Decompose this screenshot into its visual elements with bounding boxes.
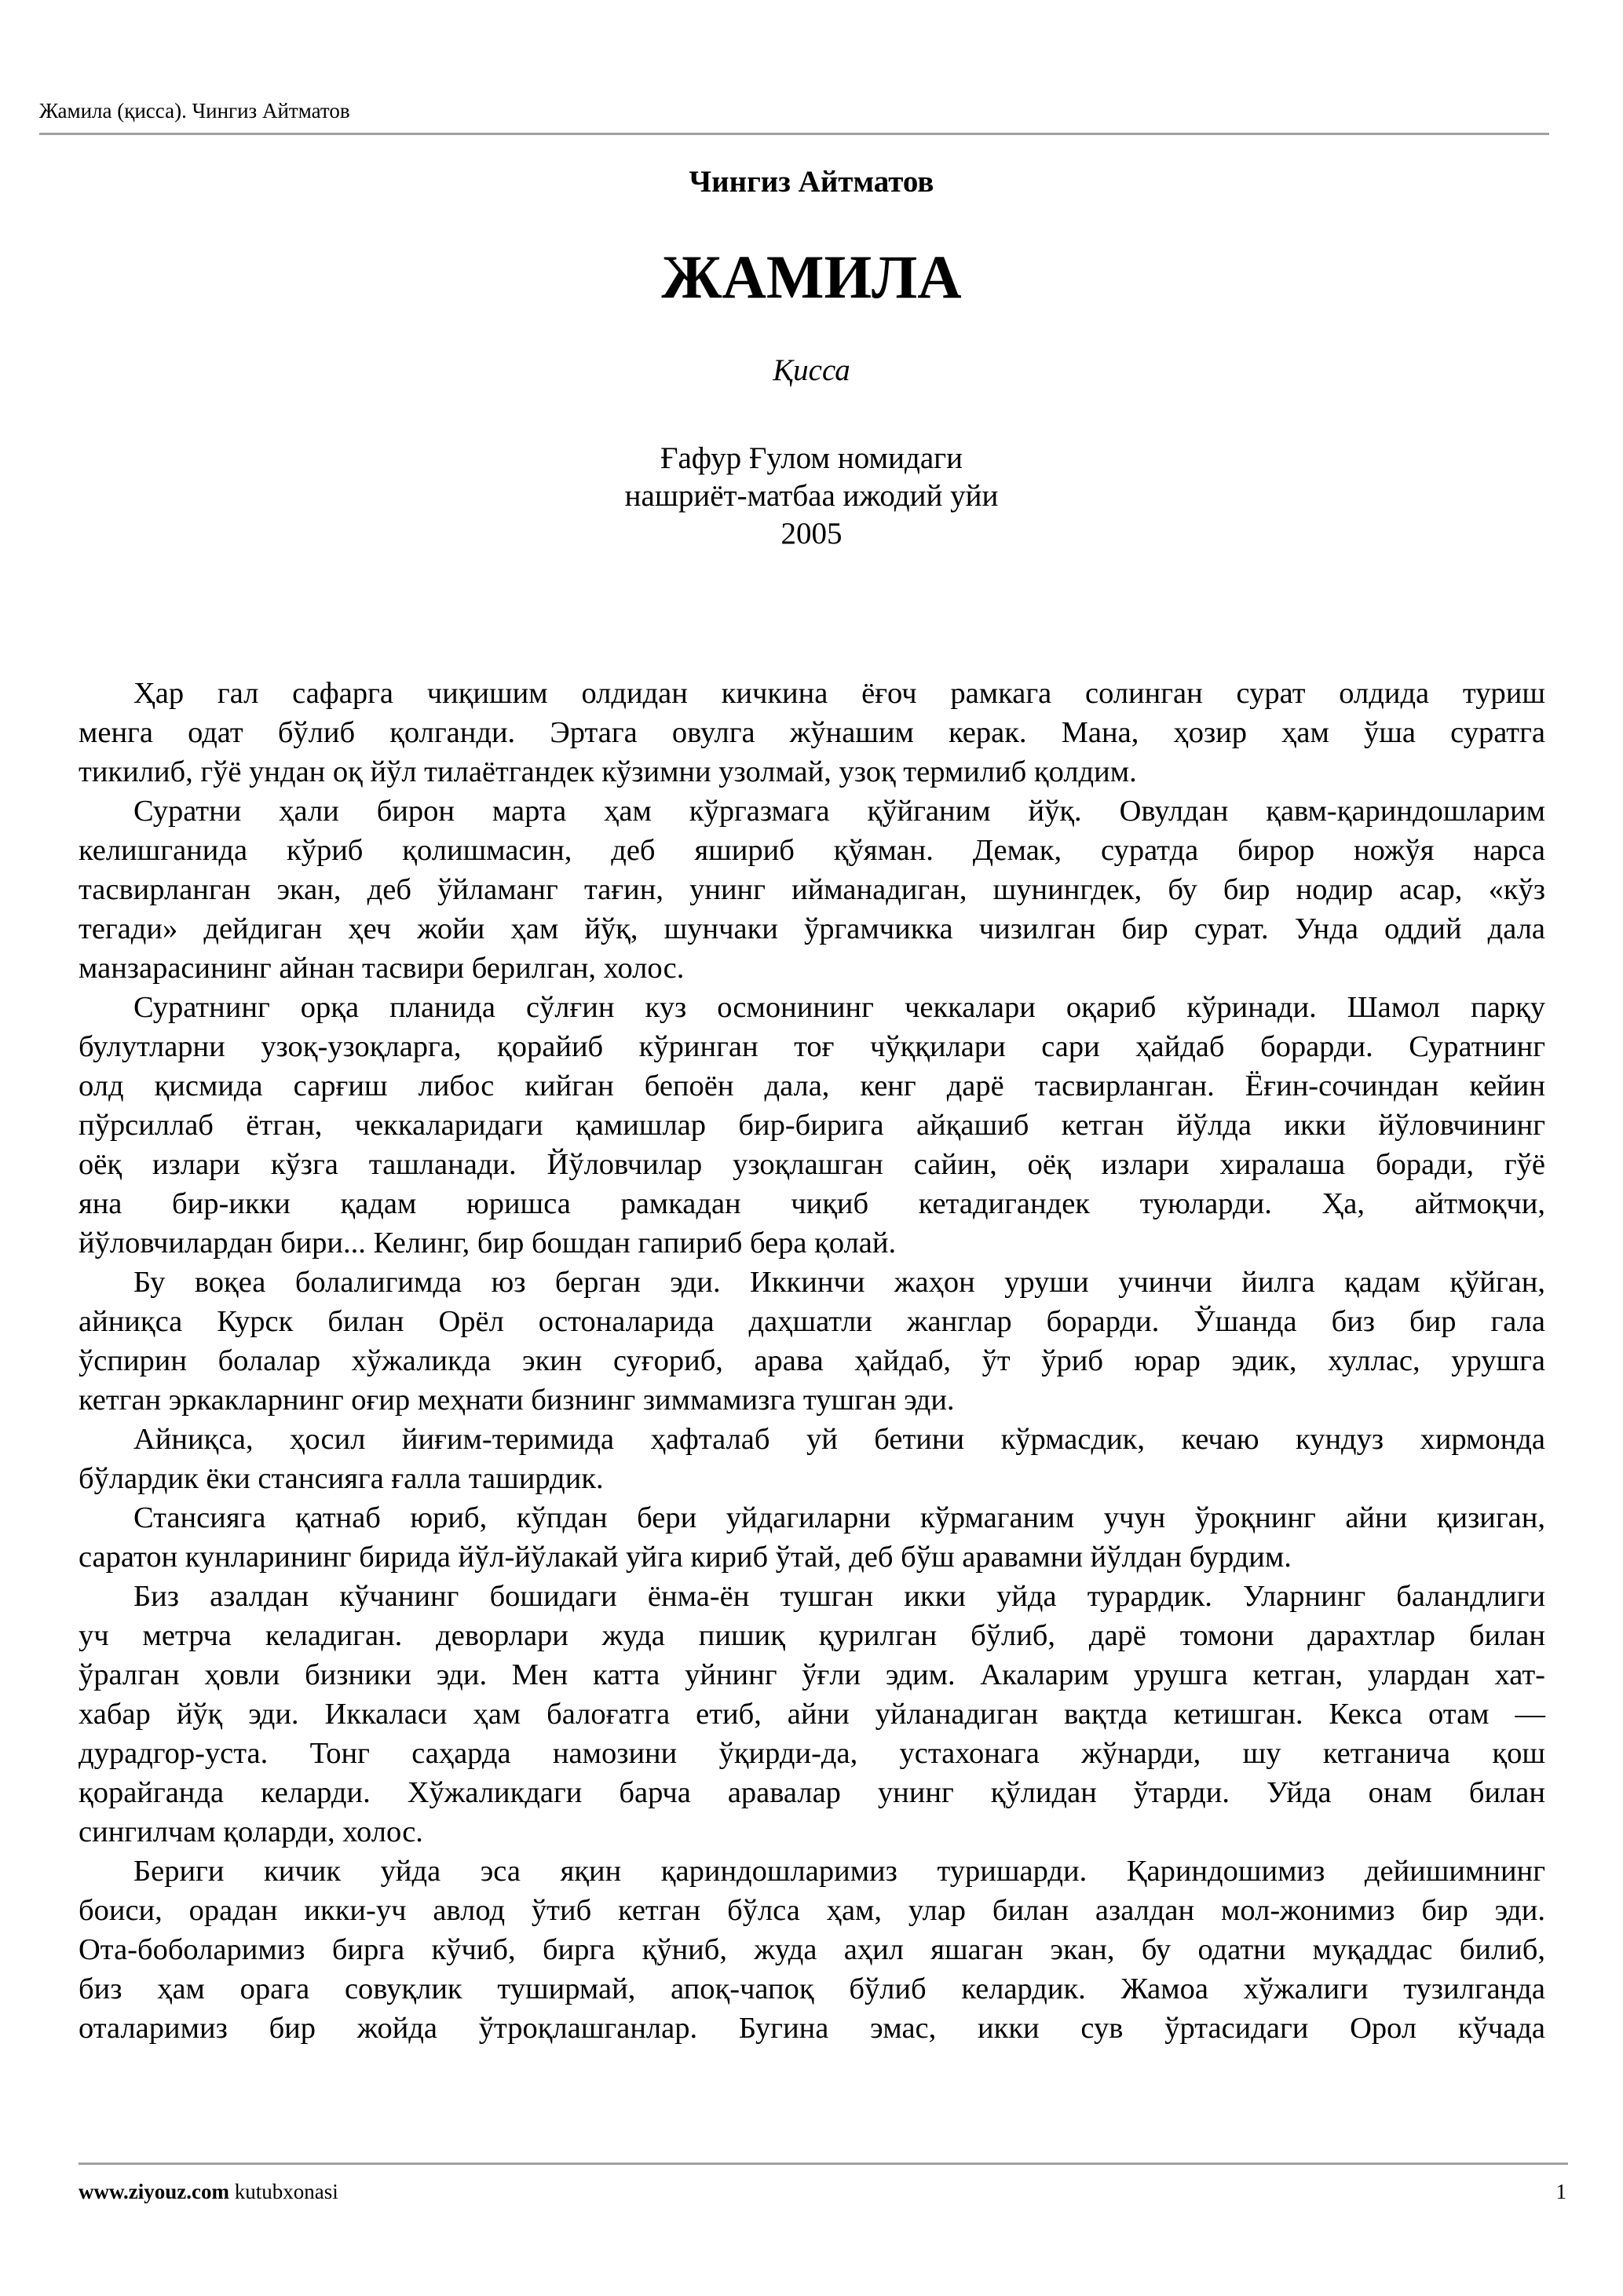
footer-site-link[interactable]: www.ziyouz.com <box>79 2180 229 2203</box>
text-line: Бериги кичик уйда эса яқин қариндошларимиз туришарди. Қариндошимиз дейишимнинг <box>133 1855 1545 1888</box>
footer-source <box>79 2180 338 2203</box>
publisher-block <box>0 440 1623 553</box>
text-line: оталаримиз бир жойда ўтроқлашганлар. Бугина эмас, икки сув ўртасидаги Орол кўчада <box>79 2012 1545 2045</box>
author-name: Чингиз Айтматов <box>689 165 934 199</box>
text-line: менга одат бўлиб қолганди. Эртага овулга жўнашим керак. Мана, ҳозир ҳам ўша суратга <box>79 716 1545 749</box>
text-line: тасвирланган экан, деб ўйламанг тағин, унинг ийманадиган, шунингдек, бу бир нодир асар, «кўз <box>79 873 1545 906</box>
text-line: биз ҳам орага совуқлик туширмай, апоқ-чапоқ бўлиб келардик. Жамоа хўжалиги тузилганда <box>79 1972 1545 2005</box>
text-line: пўрсиллаб ётган, чеккаларидаги қамишлар бир-бирига айқашиб кетган йўлда икки йўловчининг <box>79 1109 1545 1142</box>
text-line: Стансияга қатнаб юриб, кўпдан бери уйдагиларни кўрмаганим учун ўроқнинг айни қизиган, <box>133 1501 1545 1534</box>
text-line: кетган эркакларнинг оғир меҳнати бизнинг зиммамизга тушган эди. <box>79 1384 955 1417</box>
text-line: яна бир-икки қадам юришса рамкадан чиқиб кетадигандек туюларди. Ҳа, айтмоқчи, <box>79 1187 1545 1220</box>
text-line: дурадгор-уста. Тонг саҳарда намозини ўқирди-да, устахонага жўнарди, шу кетганича қош <box>79 1737 1545 1770</box>
text-line: йўловчилардан бири... Келинг, бир бошдан гапириб бера қолай. <box>79 1227 897 1260</box>
footer-label: kutubxonasi <box>234 2180 338 2203</box>
text-line: Суратнинг орқа планида сўлғин куз осмонининг чеккалари оқариб кўринади. Шамол парқу <box>133 991 1545 1024</box>
text-line: тегади» дейдиган ҳеч жойи ҳам йўқ, шунчаки ўргамчикка чизилган бир сурат. Унда оддий дала <box>79 912 1545 945</box>
paragraph <box>79 792 1545 988</box>
paragraph <box>79 1577 1545 1852</box>
paragraph <box>79 1498 1545 1577</box>
publisher-line: нашриёт-матбаа ижодий уйи <box>624 479 999 513</box>
book-title: ЖАМИЛА <box>661 243 962 311</box>
text-line: оёқ излари кўзга ташланади. Йўловчилар узоқлашган сайин, оёқ излари хиралаша боради, гўё <box>79 1148 1545 1181</box>
text-line: саратон кунларининг бирида йўл-йўлакай уйга кириб ўтай, деб бўш аравамни йўлдан бурдим. <box>79 1541 1292 1574</box>
genre-label: Қисса <box>773 353 850 387</box>
text-line: Бу воқеа болалигимда юз берган эди. Иккинчи жаҳон уруши учинчи йилга қадам қўйган, <box>133 1266 1545 1299</box>
paragraph <box>79 988 1545 1263</box>
text-line: боиси, орадан икки-уч авлод ўтиб кетган бўлса ҳам, улар билан азалдан мол-жонимиз бир эди. <box>79 1894 1545 1927</box>
paragraph <box>79 1852 1545 2048</box>
running-header: Жамила (қисса). Чингиз Айтматов <box>39 99 350 122</box>
text-line: сингилчам қоларди, холос. <box>79 1815 423 1848</box>
text-line: олд қисмида сарғиш либос кийган бепоён дала, кенг дарё тасвирланган. Ёғин-сочиндан кейин <box>79 1069 1545 1102</box>
text-line: айниқса Курск билан Орёл остоналарида даҳшатли жанглар борарди. Ўшанда биз бир гала <box>79 1305 1545 1338</box>
paragraph <box>79 1263 1545 1420</box>
page-number: 1 <box>1555 2180 1566 2203</box>
text-line: хабар йўқ эди. Иккаласи ҳам балоғатга етиб, айни уйланадиган вақтда кетишган. Кекса отам — <box>79 1698 1545 1731</box>
footer-divider <box>79 2163 1568 2165</box>
text-line: қорайганда келарди. Хўжаликдаги барча аравалар унинг қўлидан ўтарди. Уйда онам билан <box>79 1776 1545 1809</box>
publication-year: 2005 <box>780 517 843 550</box>
text-line: Айниқса, ҳосил йиғим-теримида ҳафталаб уй бетини кўрмасдик, кечаю кундуз хирмонда <box>133 1423 1545 1456</box>
text-line: Биз азалдан кўчанинг бошидаги ёнма-ён тушган икки уйда турардик. Уларнинг баландлиги <box>133 1580 1545 1613</box>
text-line: ўралган ҳовли бизники эди. Мен катта уйнинг ўғли эдим. Акаларим урушга кетган, улардан хат- <box>79 1658 1545 1691</box>
story-body <box>79 674 1545 2048</box>
text-line: Ҳар гал сафарга чиқишим олдидан кичкина ёғоч рамкага солинган сурат олдида туриш <box>133 677 1545 710</box>
text-line: Ота-боболаримиз бирга кўчиб, бирга қўниб, жуда аҳил яшаган экан, бу одатни муқаддас билиб, <box>79 1933 1545 1966</box>
text-line: ўспирин болалар хўжаликда экин суғориб, арава ҳайдаб, ўт ўриб юрар эдик, хуллас, урушга <box>79 1344 1545 1377</box>
text-line: тикилиб, гўё ундан оқ йўл тилаётгандек кўзимни узолмай, узоқ термилиб қолдим. <box>79 755 1137 788</box>
text-line: булутларни узоқ-узоқларга, қорайиб кўринган тоғ чўққилари сари ҳайдаб борарди. Суратнинг <box>79 1030 1545 1063</box>
text-line: келишганида кўриб қолишмасин, деб яшириб қўяман. Демак, суратда бирор ножўя нарса <box>79 834 1545 867</box>
header-divider <box>39 133 1549 135</box>
text-line: манзарасининг айнан тасвири берилган, холос. <box>79 952 685 985</box>
paragraph <box>79 1420 1545 1498</box>
text-line: Суратни ҳали бирон марта ҳам кўргазмага қўйганим йўқ. Овулдан қавм-қариндошларим <box>133 795 1545 828</box>
text-line: бўлардик ёки стансияга ғалла таширдик. <box>79 1462 604 1495</box>
text-line: уч метрча келадиган. деворлари жуда пишиқ қурилган бўлиб, дарё томони дарахтлар билан <box>79 1619 1545 1652</box>
paragraph <box>79 674 1545 792</box>
publisher-line: Ғафур Ғулом номидаги <box>660 441 963 475</box>
